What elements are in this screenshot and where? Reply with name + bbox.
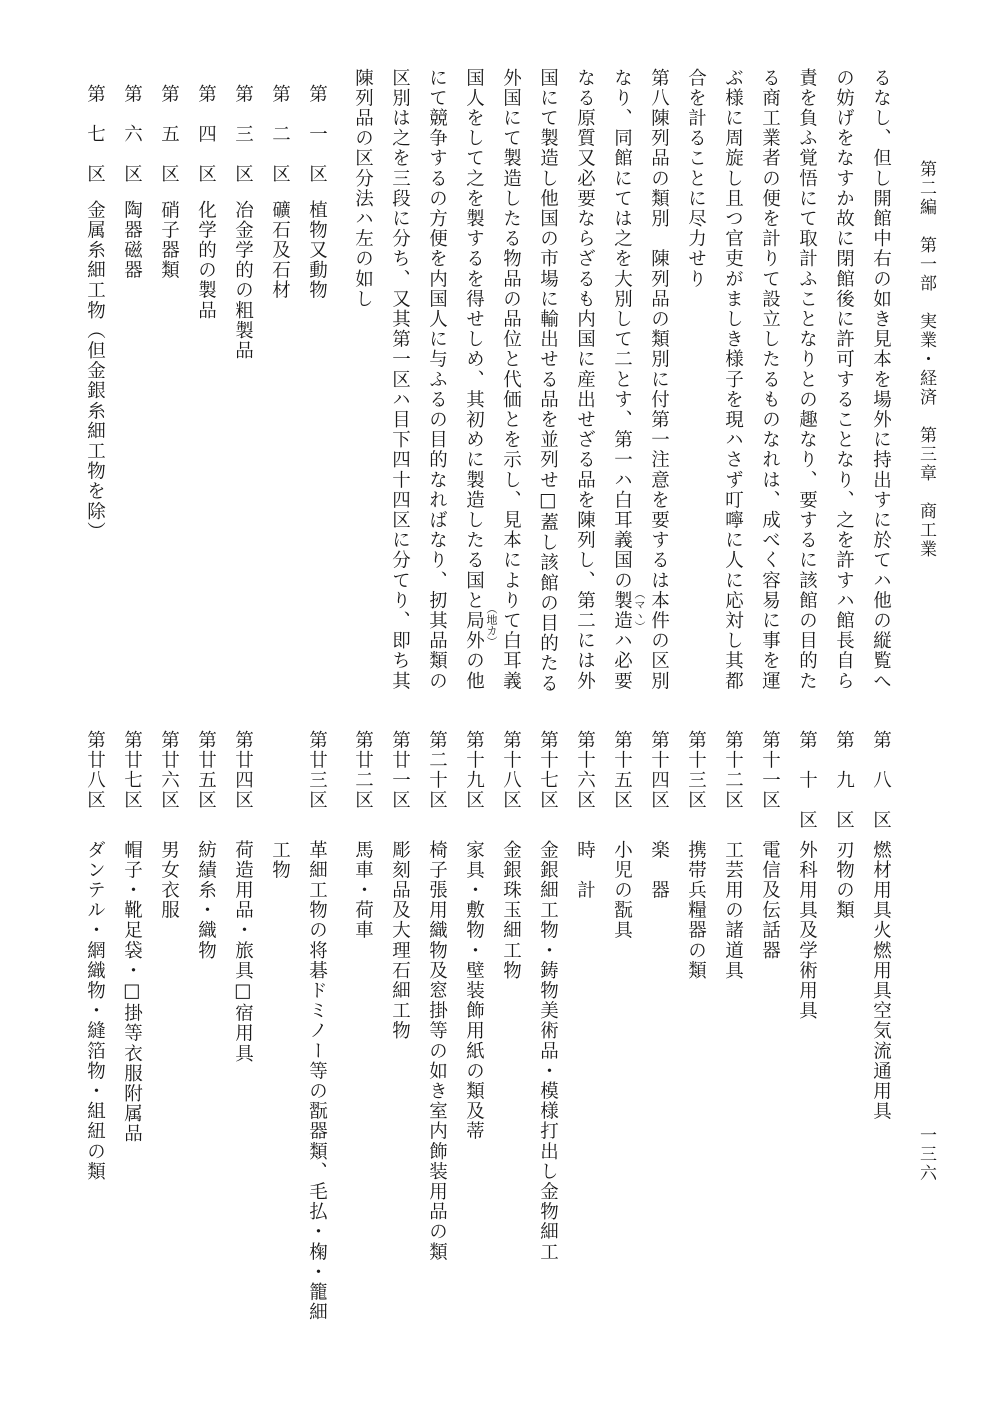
list-item-number: 第十八区 [500,730,522,811]
list-item-number: 第廿一区 [389,730,411,811]
body-line: にて競争するの方便を内国人に与ふるの目的なればなり、扨其品類の [426,68,448,692]
body-line: 責を負ふ覚悟にて取計ふことなりとの趣なり、要するに該館の目的た [796,68,818,692]
list-item-number: 第十一区 [759,730,781,811]
list-item-desc: 馬車・荷車 [352,840,374,941]
list-item-desc: 工芸用の諸道具 [722,840,744,981]
list-item-number: 第十三区 [685,730,707,811]
list-item-desc: 時 計 [574,840,596,901]
list-item-number: 第十九区 [463,730,485,811]
list-item-number: 第 一 区 [306,84,328,185]
list-item-number: 第廿三区 [306,730,328,811]
body-line: 陳列品の区分法ハ左の如し [352,68,374,310]
list-item-desc: 硝子器類 [158,200,180,281]
list-item-desc: 冶金学的の粗製品 [232,200,254,361]
list-item-desc: 帽子・靴足袋・□掛等衣服附属品 [121,840,143,1144]
body-line: 第八陳列品の類別 陳列品の類別に付第一注意を要するは本件の区別 [648,68,670,692]
list-item-desc: 楽 器 [648,840,670,901]
list-item-desc: 小児の翫具 [611,840,633,941]
list-item-desc: 陶器磁器 [121,200,143,281]
list-item-desc: 紡績糸・織物 [195,840,217,961]
list-item-number: 第 二 区 [269,84,291,185]
list-item-number: 第十二区 [722,730,744,811]
list-item-number: 第廿八区 [84,730,106,811]
list-item-desc: 荷造用品・旅具□宿用具 [232,840,254,1064]
list-item-desc: 彫刻品及大理石細工物 [389,840,411,1041]
page-number: 一三六 [916,1126,936,1183]
list-item-number: 第 八 区 [870,730,892,831]
list-item-number: 第廿六区 [158,730,180,811]
ruby-annotation: （マヽ） [633,588,646,632]
list-item-number: 第 三 区 [232,84,254,185]
list-item-number: 第 四 区 [195,84,217,185]
list-item-desc: 革細工物の将碁ドミノー等の翫器類、毛払・椈・籠細 [306,840,328,1323]
running-head: 第二編 第一部 実業・経済 第三章 商工業 [916,160,936,559]
list-item-number: 第十五区 [611,730,633,811]
body-line: の妨げをなすか故に閉館後に許可することなり、之を許すハ館長自ら [833,68,855,692]
list-item-desc: 金銀細工物・鋳物美術品・模様打出し金物細工 [537,840,559,1263]
list-item-number: 第二十区 [426,730,448,811]
body-line: 国人をして之を製するを得せしめ、其初めに製造したる国と局外の他 [463,68,485,692]
body-line: 外国にて製造したる物品の品位と代価とを示し、見本によりて白耳義 [500,68,522,692]
body-line: なり、同館にては之を大別して二とす、第一ハ白耳義国の製造ハ必要 [611,68,633,692]
list-item-number: 第 五 区 [158,84,180,185]
list-item-desc: 刃物の類 [833,840,855,921]
list-item-desc: 化学的の製品 [195,200,217,321]
list-item-number: 第廿五区 [195,730,217,811]
list-item-desc: 携帯兵糧器の類 [685,840,707,981]
body-line: る商工業者の便を計りて設立したるものなれは、成べく容易に事を運 [759,68,781,692]
body-line: るなし、但し開館中右の如き見本を場外に持出すに於てハ他の縦覧へ [870,68,892,692]
body-line: なる原質又必要ならざるも内国に産出せざる品を陳列し、第二には外 [574,68,596,692]
body-line: 合を計ることに尽力せり [685,68,707,290]
list-item-number: 第十七区 [537,730,559,811]
body-line: 国にて製造し他国の市場に輸出せる品を並列せ□蓋し該館の目的たる [537,68,559,694]
list-item-desc: 外科用具及学術用具 [796,840,818,1021]
list-item-desc: 家具・敷物・壁装飾用紙の類及蒂 [463,840,485,1142]
list-item-continuation: 工物 [269,840,291,881]
list-item-desc: 礦石及石材 [269,200,291,301]
list-item-desc: 椅子張用織物及窓掛等の如き室内飾装用品の類 [426,840,448,1263]
list-item-desc: 植物又動物 [306,200,328,301]
list-item-number: 第十四区 [648,730,670,811]
list-item-desc: 燃材用具火燃用具空気流通用具 [870,840,892,1122]
list-item-desc: 金属糸細工物（但金銀糸細工物を除） [84,200,106,542]
ruby-annotation: （地カ） [485,603,498,647]
list-item-desc: ダンテル・網織物・縫箔物・組紐の類 [84,840,106,1182]
list-item-number: 第廿四区 [232,730,254,811]
body-line: ぶ様に周旋し且つ官吏がましき様子を現ハさず叮嚀に人に応対し其都 [722,68,744,692]
list-item-desc: 男女衣服 [158,840,180,921]
list-item-number: 第十六区 [574,730,596,811]
list-item-desc: 電信及伝話器 [759,840,781,961]
list-item-number: 第 十 区 [796,730,818,831]
list-item-number: 第 六 区 [121,84,143,185]
list-item-number: 第廿七区 [121,730,143,811]
list-item-desc: 金銀珠玉細工物 [500,840,522,981]
body-line: 区別は之を三段に分ち、又其第一区ハ目下四十四区に分てり、即ち其 [389,68,411,692]
list-item-number: 第 九 区 [833,730,855,831]
list-item-number: 第廿二区 [352,730,374,811]
list-item-number: 第 七 区 [84,84,106,185]
